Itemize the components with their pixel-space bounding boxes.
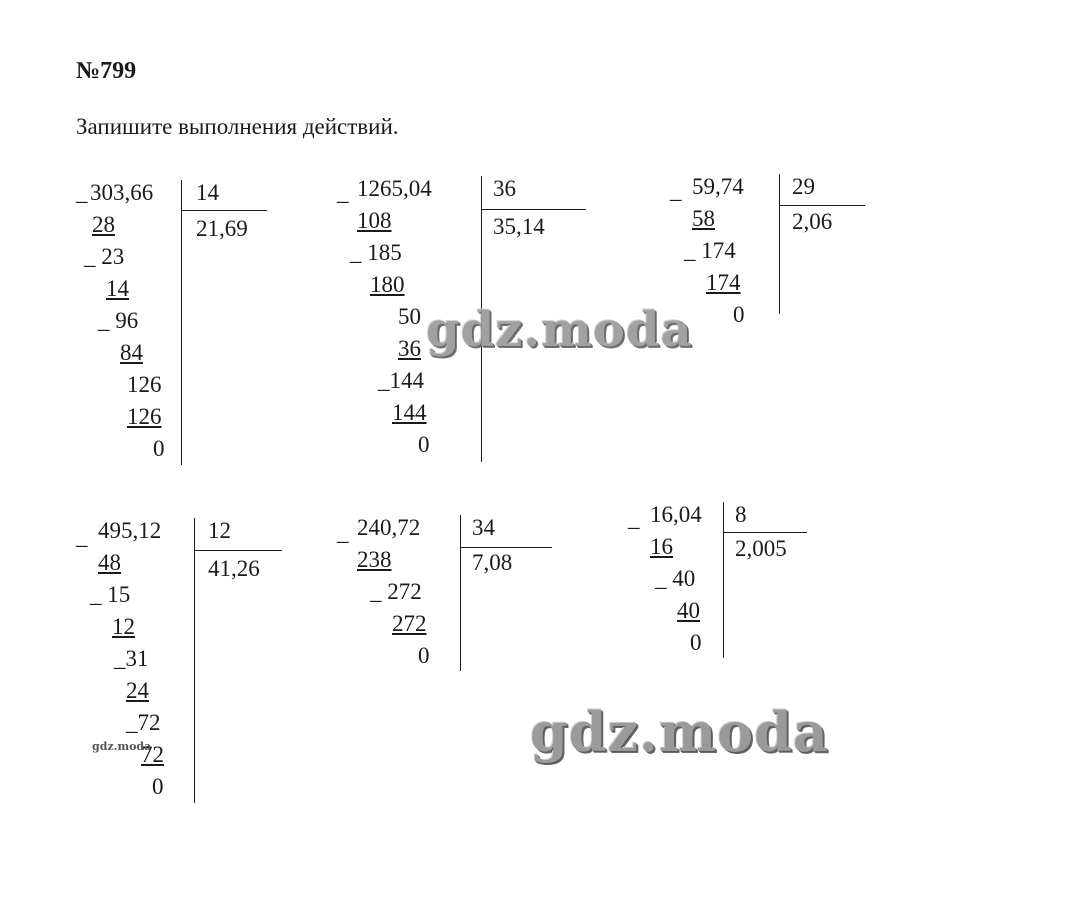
step-line: 72: [141, 742, 164, 767]
division-horizontal-line: [481, 209, 586, 210]
remainder: 0: [153, 436, 165, 461]
division-vertical-line: [460, 515, 461, 671]
task-text: Запишите выполнения действий.: [76, 114, 399, 139]
step-line: _ 15: [90, 582, 131, 607]
division-vertical-line: [194, 518, 195, 803]
minus-sign: _: [76, 180, 88, 205]
step-line: 126: [127, 404, 162, 429]
dividend: 1265,04: [357, 176, 432, 201]
remainder: 0: [418, 643, 430, 668]
step-line: _72: [126, 710, 161, 735]
quotient: 2,005: [735, 536, 787, 561]
division-horizontal-line: [779, 205, 865, 206]
division-horizontal-line: [181, 210, 267, 211]
minus-sign: _: [628, 506, 640, 531]
dividend: 16,04: [650, 502, 702, 527]
watermark: gdz.moda: [530, 700, 829, 764]
step-line: 28: [92, 212, 115, 237]
remainder: 0: [733, 302, 745, 327]
step-line: _31: [114, 646, 149, 671]
dividend: 240,72: [357, 515, 421, 540]
minus-sign: _: [76, 524, 88, 549]
step-line: 36: [398, 336, 421, 361]
step-line: _ 40: [655, 566, 696, 591]
problem-number: №799: [76, 58, 137, 84]
quotient: 2,06: [792, 209, 833, 234]
step-line: 16: [650, 534, 673, 559]
minus-sign: _: [337, 520, 349, 545]
dividend: 495,12: [98, 518, 162, 543]
step-line: 108: [357, 208, 392, 233]
divisor: 8: [735, 502, 747, 527]
minus-sign: _: [670, 178, 682, 203]
quotient: 35,14: [493, 214, 545, 239]
divisor: 12: [208, 518, 231, 543]
division-vertical-line: [181, 180, 182, 465]
step-line: 58: [692, 206, 715, 231]
divisor: 29: [792, 174, 815, 199]
division-vertical-line: [723, 502, 724, 658]
quotient: 41,26: [208, 556, 260, 581]
step-line: 24: [126, 678, 149, 703]
divisor: 14: [196, 180, 219, 205]
step-line: _ 272: [370, 579, 422, 604]
step-line: 40: [677, 598, 700, 623]
remainder: 0: [418, 432, 430, 457]
step-line: _ 185: [350, 240, 402, 265]
step-line: 50: [398, 304, 421, 329]
step-line: 144: [392, 400, 427, 425]
step-line: 238: [357, 547, 392, 572]
step-line: _ 23: [84, 244, 125, 269]
watermark-small: gdz.moda: [92, 740, 152, 753]
quotient: 21,69: [196, 216, 248, 241]
divisor: 36: [493, 176, 516, 201]
division-horizontal-line: [460, 547, 552, 548]
remainder: 0: [690, 630, 702, 655]
division-horizontal-line: [194, 550, 282, 551]
divisor: 34: [472, 515, 495, 540]
step-line: 180: [370, 272, 405, 297]
division-horizontal-line: [723, 532, 807, 533]
watermark: gdz.moda: [426, 302, 693, 358]
step-line: 174: [706, 270, 741, 295]
step-line: _144: [378, 368, 424, 393]
division-vertical-line: [779, 174, 780, 314]
step-line: 48: [98, 550, 121, 575]
dividend: 59,74: [692, 174, 744, 199]
step-line: _ 96: [98, 308, 139, 333]
minus-sign: _: [337, 180, 349, 205]
remainder: 0: [152, 774, 164, 799]
step-line: 12: [112, 614, 135, 639]
dividend: 303,66: [90, 180, 154, 205]
quotient: 7,08: [472, 550, 513, 575]
step-line: 272: [392, 611, 427, 636]
step-line: 126: [127, 372, 162, 397]
step-line: 14: [106, 276, 129, 301]
step-line: _ 174: [684, 238, 736, 263]
step-line: 84: [120, 340, 143, 365]
